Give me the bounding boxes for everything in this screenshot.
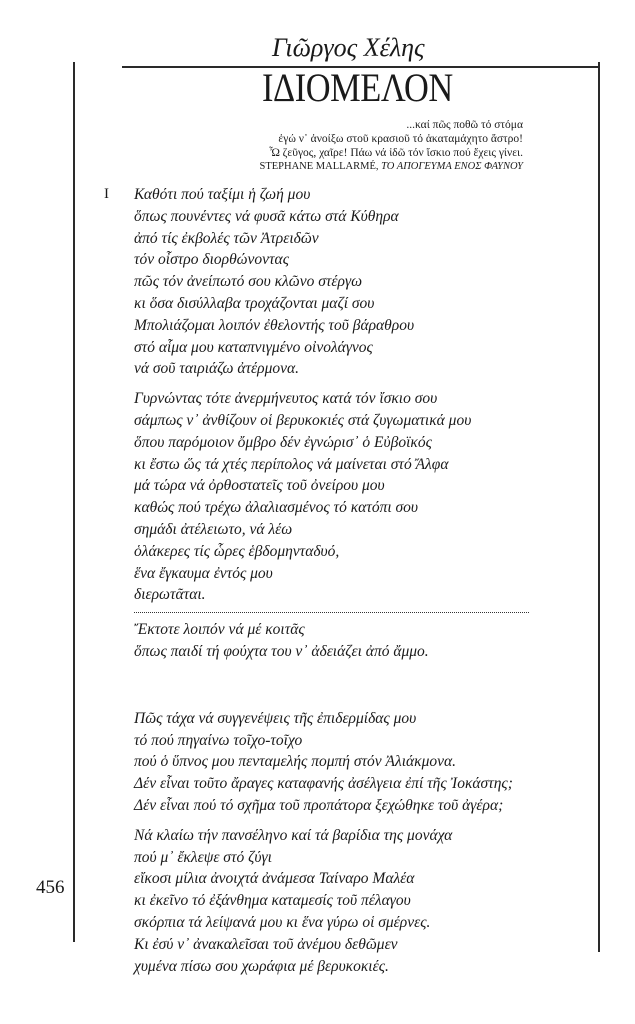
poem-line: μά τώρα νά ὀρθοστατεῖς τοῦ ὀνείρου μου: [134, 477, 385, 495]
poem-line: Δέν εἶναι τοῦτο ἄραγες καταφανής ἀσέλγεια ἐπί τῆς Ἰοκάστης;: [134, 775, 513, 793]
poem-line: πού ὁ ὕπνος μου πενταμελής πομπή στόν Ἀλιάκμονα.: [134, 753, 457, 771]
poem-line: Πῶς τάχα νά συγγενέψεις τῆς ἐπιδερμίδας μου: [134, 709, 417, 727]
poem-title: ΙΔΙΟΜΕΛΟΝ: [262, 65, 453, 110]
poem-line: καθώς πού τρέχω ἀλαλιασμένος τό κατόπι σου: [134, 499, 419, 517]
poem-line: τόν οἶστρο διορθώνοντας: [134, 251, 289, 269]
stanza-5: [134, 825, 594, 978]
stanza-1: [134, 184, 594, 380]
poem-line: ὅπως παιδί τή φούχτα του ν᾽ ἀδειάζει ἀπό ἄμμο.: [134, 642, 429, 660]
poem-line: Δέν εἶναι πού τό σχῆμα τοῦ προπάτορα ξεχώθηκε τοῦ ἀγέρα;: [134, 796, 504, 814]
epigraph-line: ...καί πῶς ποθῶ τό στόμα: [406, 119, 523, 131]
epigraph-credit-author: STEPHANE MALLARMÉ,: [259, 161, 379, 172]
section-number: I: [104, 186, 109, 202]
poem-line: εἴκοσι μίλια ἀνοιχτά ἀνάμεσα Ταίναρο Μαλέα: [134, 870, 415, 888]
poem-line: ὅπως πουνέντες νά φυσᾶ κάτω στά Κύθηρα: [134, 207, 399, 225]
dotted-separator: [134, 610, 529, 613]
poem-line: χυμένα πίσω σου χωράφια μέ βερυκοκιές.: [134, 957, 389, 975]
poem-author: Γιῶργος Χέλης: [272, 33, 425, 62]
poem-line: ἀπό τίς ἐκβολές τῶν Ἀτρειδῶν: [134, 229, 319, 247]
poem-line: ὁλάκερες τίς ὧρες ἑβδομηνταδυό,: [134, 542, 340, 560]
epigraph-credit-work: ΤΟ ΑΠΟΓΕΥΜΑ ΕΝΟΣ ΦΑΥΝΟΥ: [381, 161, 523, 172]
poem-line: σημάδι ἀτέλειωτο, νά λέω: [134, 520, 293, 538]
poem-line: Ἔκτοτε λοιπόν νά μέ κοιτᾶς: [134, 621, 305, 639]
poem-line: κι ὅσα δισύλλαβα τροχάζονται μαζί σου: [134, 294, 375, 312]
poem-line: πῶς τόν ἀνείπωτό σου κλῶνο στέργω: [134, 273, 363, 291]
right-margin-rule: [598, 62, 600, 952]
poem-line: Καθότι πού ταξίμι ἡ ζωή μου: [134, 186, 311, 203]
stanza-4: [134, 708, 594, 817]
epigraph-line: Ὦ ζεῦγος, χαῖρε! Πάω νά ἰδῶ τόν ἴσκιο πού ἔχεις γίνει.: [269, 147, 523, 159]
poem-line: Νά κλαίω τήν πανσέληνο καί τά βαρίδια της μονάχα: [134, 826, 453, 844]
poem-line: τό πού πηγαίνω τοῖχο-τοῖχο: [134, 731, 303, 749]
poem-line: Γυρνώντας τότε ἀνερμήνευτος κατά τόν ἴσκιο σου: [134, 390, 438, 408]
poem-line: κι ἐκεῖνο τό ἐξάνθημα καταμεσίς τοῦ πέλαγου: [134, 892, 411, 910]
poem-line: σάμπως ν᾽ ἀνθίζουν οἱ βερυκοκιές στά ζυγωματικά μου: [134, 411, 472, 429]
poem-line: ἕνα ἔγκαυμα ἐντός μου: [134, 564, 273, 582]
page-number: 456: [36, 877, 65, 898]
poem-line: διερωτᾶται.: [134, 586, 206, 604]
poem-line: Κι ἐσύ ν᾽ ἀνακαλεῖσαι τοῦ ἀνέμου δεθῶμεν: [134, 935, 398, 953]
poem-line: κι ἔστω ὥς τά χτές περίπολος νά μαίνεται στό Ἄλφα: [134, 455, 449, 473]
epigraph-credit: [0, 160, 523, 174]
left-margin-rule: [73, 62, 75, 942]
poem-line: νά σοῦ ταιριάζω ἀτέρμονα.: [134, 360, 300, 378]
poem-line: στό αἷμα μου καταπνιγμένο οἰνολάγνος: [134, 338, 373, 356]
poem-line: ὅπου παρόμοιον ὄμβρο δέν ἐγνώρισ᾽ ὁ Εὐβοϊκός: [134, 433, 432, 451]
poem-line: Μπολιάζομαι λοιπόν ἐθελοντής τοῦ βάραθρου: [134, 316, 415, 334]
epigraph-line: ἐγώ ν᾽ ἀνοίξω στοῦ κρασιοῦ τό ἀκαταμάχητο ἄστρο!: [278, 133, 523, 145]
poem-line: πού μ᾽ ἔκλεψε στό ζύγι: [134, 848, 272, 866]
stanza-3: [134, 619, 594, 663]
stanza-2: [134, 388, 594, 606]
epigraph: [0, 118, 523, 174]
poem-line: σκόρπια τά λείψανά μου κι ἕνα γύρω οἱ σμέρνες.: [134, 913, 431, 931]
poem-body: [134, 184, 594, 977]
